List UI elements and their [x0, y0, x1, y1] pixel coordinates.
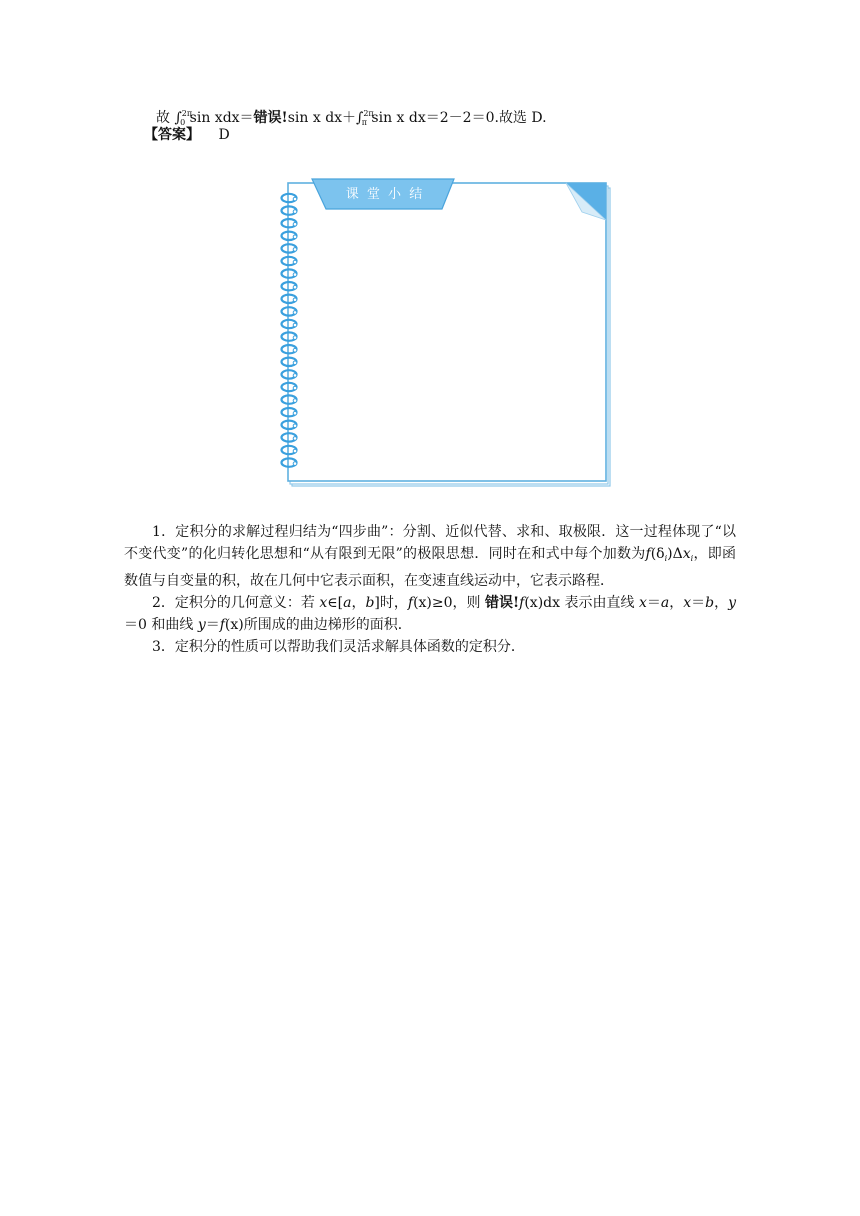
p2-f6: f [219, 617, 225, 633]
p2-y0: ＝0 和曲线 [124, 617, 198, 633]
plus: ＋ [342, 110, 357, 126]
int3-lower: π [361, 118, 367, 127]
int1-upper: 2π [181, 109, 193, 118]
int2-body: sin x [287, 110, 321, 126]
p2-text-a: 2．定积分的几何意义：若 [152, 595, 320, 611]
notebook-svg [278, 176, 618, 494]
p1-text-a: 1．定积分的求解过程归结为“四步曲”：分割、近似代替、求和、取极限．这一过程体现了“以不变代变”的化归转化思想和“从有限到无限”的极限思想．同时在和式中每个加数为 [124, 524, 736, 562]
summary-block [124, 521, 736, 658]
p2-dx: dx [543, 595, 561, 611]
p2-end: 所围成的曲边梯形的面积． [243, 617, 412, 633]
p2-b: b [365, 595, 375, 611]
answer-value: D [218, 127, 230, 143]
summary-item-3: 3．定积分的性质可以帮助我们灵活求解具体函数的定积分． [152, 639, 525, 655]
p2-in: ∈[ [327, 595, 344, 611]
p2-x4: x [638, 595, 647, 611]
int1-body: sin x [189, 110, 223, 126]
p2-y2: y [197, 617, 206, 633]
eq1: ＝ [239, 110, 254, 126]
p2-c2: ， [669, 595, 684, 611]
notebook-page [288, 183, 606, 481]
int1-dx: dx [222, 110, 240, 126]
p1-close: )Δ [667, 546, 683, 562]
p2-y: y [728, 595, 736, 611]
p2-c3: ， [714, 595, 729, 611]
int1-lower: 0 [180, 118, 186, 127]
int3-body: sin x [371, 110, 405, 126]
summary-item-1 [124, 521, 736, 592]
p2-x: x [319, 595, 328, 611]
p2-when: ]时， [374, 595, 408, 611]
p2-x3: (x) [524, 595, 544, 611]
integral-sign-2: ∫ [356, 110, 364, 126]
summary-item-2 [124, 592, 736, 636]
p2-f: f [407, 595, 414, 611]
p2-eqb: ＝ [691, 595, 706, 611]
p1-text-b: ，即函数值与自变量的积，故在几何中它表示面积，在变速直线运动中，它表示路程． [124, 546, 736, 589]
error-mark-2: 错误! [485, 595, 520, 611]
p2-b5: b [705, 595, 715, 611]
notebook-title: 课 堂 小 结 [345, 187, 425, 202]
p1-delta: (δ [650, 546, 665, 562]
p2-a4: a [660, 595, 670, 611]
notebook-graphic [278, 176, 618, 494]
integral-sign: ∫ [174, 110, 182, 126]
p1-i2: i [690, 554, 694, 563]
text-gu: 故 [156, 110, 170, 126]
p2-eqa: ＝ [646, 595, 661, 611]
int3-upper: 2π [363, 109, 374, 118]
p2-x5: x [683, 595, 692, 611]
p1-x: x [682, 546, 691, 562]
choose: 故选 D. [498, 110, 547, 126]
p2-fx: (x) [413, 595, 432, 611]
p2-a: a [343, 595, 352, 611]
p2-f3: f [519, 595, 525, 611]
p2-x6: (x) [224, 617, 244, 633]
answer-line [144, 125, 230, 145]
result: ＝2－2＝0. [425, 110, 499, 126]
p2-ge: ≥0，则 [431, 595, 485, 611]
error-mark-1: 错误! [253, 110, 288, 126]
p1-f: f [645, 546, 651, 562]
answer-label: 【答案】 [144, 127, 200, 143]
p1-i: i [664, 554, 668, 563]
p2-eq2: ＝ [205, 617, 220, 633]
p2-rest1: 表示由直线 [560, 595, 639, 611]
p2-comma: ， [351, 595, 366, 611]
int3-dx: dx [408, 110, 426, 126]
int2-dx: dx [325, 110, 343, 126]
